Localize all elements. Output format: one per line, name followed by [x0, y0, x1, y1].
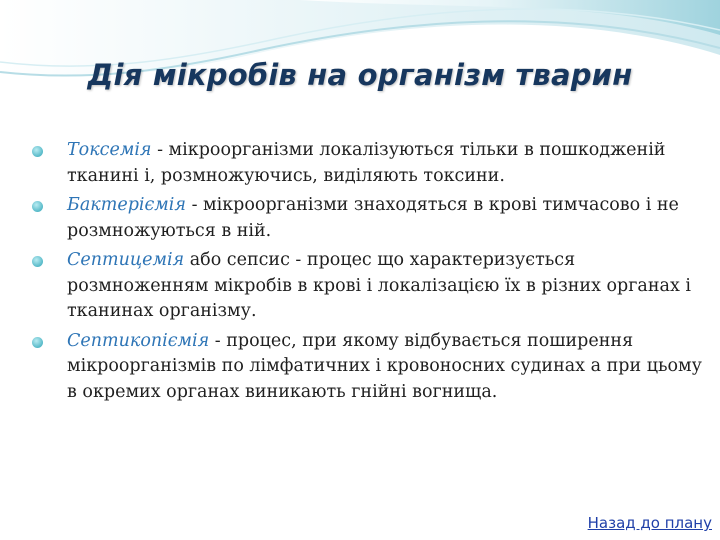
bullet-dot-icon — [32, 201, 43, 212]
bullet-dot-icon — [32, 146, 43, 157]
slide-title: Дія мікробів на організм тварин — [87, 58, 633, 92]
bullet-text: - процес, при якому відбувається поширення мікроорганізмів по лімфатичних і кровоносних судинах а при цьому в окремих органах виникають гнійні вогнища. — [67, 330, 702, 402]
term-label: Бактеріємія — [67, 195, 186, 215]
term-label: Токсемія — [67, 140, 152, 160]
bullet-text: - мікроорганізми локалізуються тільки в пошкодженій тканині і, розмножуючись, виділяють токсини. — [67, 140, 666, 186]
bullet-item-septicopyemia — [30, 329, 702, 406]
term-label: Септикопіємія — [67, 330, 210, 351]
bullet-item-septicemia — [30, 248, 702, 325]
bullet-item-bacteremia — [30, 193, 702, 244]
bullet-dot-icon — [32, 337, 43, 348]
term-label: Септицемія — [67, 250, 185, 270]
bullet-list — [30, 138, 702, 409]
bullet-text: або сепсис - процес що характеризується розмноженням мікробів в крові і локалізацією їх в різних органах і тканинах організму. — [67, 250, 691, 321]
bullet-dot-icon — [32, 256, 43, 267]
bullet-item-toxemia — [30, 138, 702, 189]
back-to-plan-link[interactable]: Назад до плану — [587, 514, 712, 532]
bullet-text: - мікроорганізми знаходяться в крові тимчасово і не розмножуються в ній. — [67, 195, 679, 241]
